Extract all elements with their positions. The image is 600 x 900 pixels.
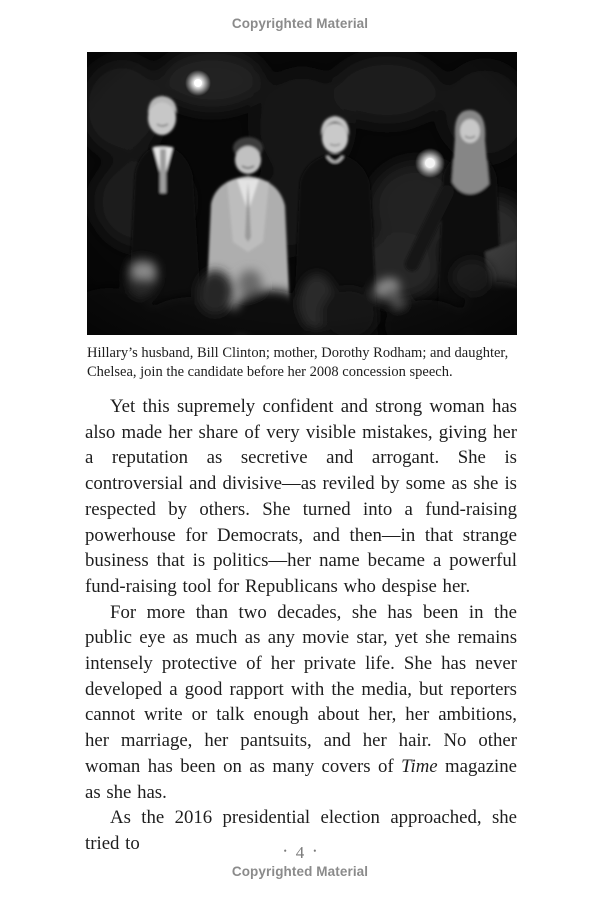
paragraph-2-text-after: magazine as she has. — [85, 755, 517, 803]
photo-caption: Hillary’s husband, Bill Clinton; mother, Dorothy Rodham; and daughter, Chelsea, join the candidate before her 2008 concession speech. — [87, 345, 509, 380]
copyright-notice-bottom: Copyrighted Material — [231, 864, 369, 879]
page-number-row — [0, 843, 600, 861]
photo-illustration — [87, 52, 517, 335]
photo — [87, 52, 517, 335]
page-number-dot-left: • — [283, 846, 287, 856]
body-text — [85, 394, 517, 857]
italic-magazine-title: Time — [401, 755, 438, 777]
paragraph-3: As the 2016 presidential election approached, she tried to — [85, 807, 517, 854]
page-number: 4 — [295, 843, 305, 862]
copyright-notice-top: Copyrighted Material — [231, 16, 369, 31]
paragraph-2 — [85, 600, 517, 806]
photo-figure — [87, 52, 517, 382]
paragraph-1: Yet this supremely confident and strong woman has also made her share of very visible mistakes, giving her a reputation as secretive and arrogant. She is controversial and divisive—as reviled by some as she is respected by others. She turned into a fund-raising powerhouse for Democrats, and then—in that strange business that is politics—her name became a powerful fund-raising tool for Republicans who despise her. — [85, 396, 517, 597]
paragraph-2-text-before: For more than two decades, she has been in the public eye as much as any movie star, yet she remains intensely protective of her private life. She has never developed a good rapport with the media, but reporters cannot write or talk enough about her, her ambitions, her marriage, her pantsuits, and her hair. No other woman has been on as many covers of — [85, 601, 517, 777]
page-number-dot-right: • — [313, 846, 317, 856]
